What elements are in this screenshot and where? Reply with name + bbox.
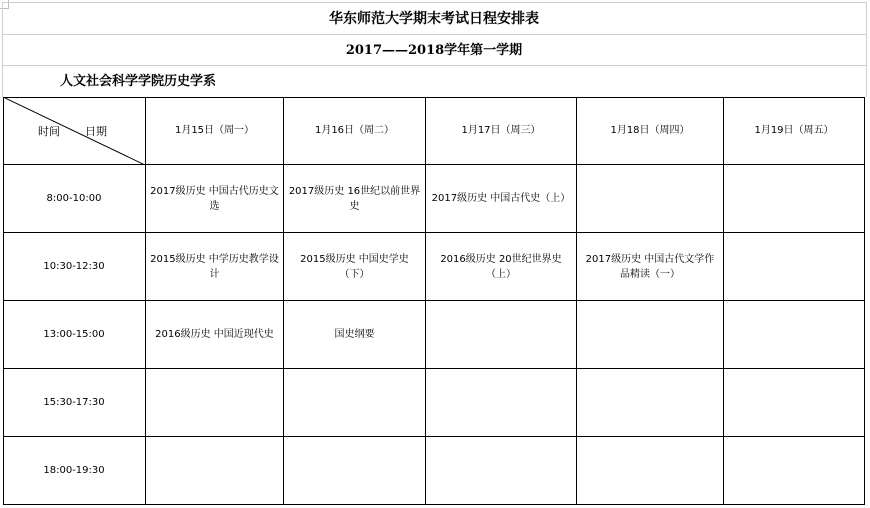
exam-schedule-table [3, 97, 865, 505]
exam-course-label: 2015级历史 中国史学史（下） [300, 253, 409, 280]
day-header-label: 1月15日（周一） [174, 125, 255, 136]
exam-cell[interactable] [146, 301, 284, 369]
exam-cell[interactable] [577, 301, 724, 369]
exam-cell[interactable] [426, 369, 577, 437]
exam-cell[interactable] [426, 437, 577, 505]
exam-cell[interactable] [724, 233, 865, 301]
exam-cell[interactable] [577, 233, 724, 301]
date-header-label: 日期 [85, 125, 107, 138]
schedule-title: 华东师范大学期末考试日程安排表 [2, 2, 866, 35]
exam-cell[interactable] [284, 233, 426, 301]
time-slot-cell[interactable] [3, 233, 146, 301]
exam-cell[interactable] [577, 437, 724, 505]
day-header-cell[interactable] [284, 97, 426, 165]
department-row [2, 65, 866, 98]
exam-cell[interactable] [146, 369, 284, 437]
exam-cell[interactable] [284, 369, 426, 437]
time-slot-cell[interactable] [3, 369, 146, 437]
exam-cell[interactable] [577, 369, 724, 437]
day-header-cell[interactable] [146, 97, 284, 165]
exam-cell[interactable] [724, 301, 865, 369]
exam-course-label: 2017级历史 16世纪以前世界史 [288, 185, 421, 212]
exam-cell[interactable] [577, 165, 724, 233]
time-header-label: 时间 [38, 125, 60, 138]
exam-course-label: 2016级历史 20世纪世界史（上） [440, 253, 562, 280]
day-header-cell[interactable] [426, 97, 577, 165]
time-slot-cell[interactable] [3, 437, 146, 505]
exam-cell[interactable] [724, 437, 865, 505]
exam-cell[interactable] [724, 369, 865, 437]
exam-course-label: 2017级历史 中国古代文学作品精读（一） [585, 253, 715, 280]
day-header-label: 1月19日（周五） [754, 125, 834, 136]
time-slot-label: 13:00-15:00 [43, 329, 105, 340]
time-slot-cell[interactable] [3, 165, 146, 233]
exam-cell[interactable] [426, 301, 577, 369]
time-slot-label: 15:30-17:30 [43, 397, 105, 408]
diagonal-divider [3, 97, 145, 165]
exam-cell[interactable] [146, 233, 284, 301]
department-name: 人文社会科学学院历史学系 [60, 74, 217, 89]
exam-cell[interactable] [426, 233, 577, 301]
header-corner-cell[interactable] [3, 97, 146, 165]
day-header-cell[interactable] [577, 97, 724, 165]
term-title: 2017——2018学年第一学期 [2, 34, 866, 66]
exam-course-label: 2016级历史 中国近现代史 [155, 329, 274, 340]
day-header-cell[interactable] [724, 97, 865, 165]
exam-cell[interactable] [284, 165, 426, 233]
exam-cell[interactable] [146, 437, 284, 505]
exam-course-label: 2017级历史 中国古代史（上） [431, 193, 571, 204]
exam-cell[interactable] [284, 437, 426, 505]
exam-cell[interactable] [284, 301, 426, 369]
time-slot-label: 10:30-12:30 [43, 261, 105, 272]
time-slot-label: 18:00-19:30 [43, 465, 105, 476]
exam-course-label: 国史纲要 [334, 329, 375, 340]
time-slot-cell[interactable] [3, 301, 146, 369]
exam-course-label: 2015级历史 中学历史教学设计 [150, 253, 279, 280]
sheet-right-edge [866, 2, 867, 97]
exam-cell[interactable] [426, 165, 577, 233]
exam-cell[interactable] [724, 165, 865, 233]
day-header-label: 1月16日（周二） [314, 125, 395, 136]
day-header-label: 1月18日（周四） [610, 125, 690, 136]
time-slot-label: 8:00-10:00 [46, 193, 102, 204]
day-header-label: 1月17日（周三） [461, 125, 541, 136]
exam-cell[interactable] [146, 165, 284, 233]
exam-course-label: 2017级历史 中国古代历史文选 [150, 185, 279, 212]
